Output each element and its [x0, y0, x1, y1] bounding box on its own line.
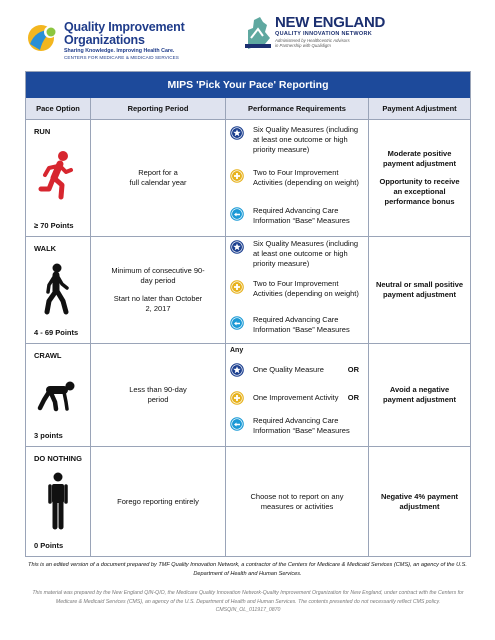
standing-person-icon [46, 472, 70, 530]
reporting-period-text: Start no later than October 2, 2017 [113, 294, 203, 313]
requirement-item: One Quality Measure [230, 362, 365, 377]
table-header-row [26, 98, 470, 120]
star-badge-icon [230, 240, 244, 254]
reporting-period-text: Minimum of consecutive 90-day period [111, 266, 205, 285]
qio-logo-icon [26, 22, 62, 54]
reporting-period-cell [91, 344, 226, 446]
ne-tagline-2: in Partnership with Qualidigm [275, 43, 331, 48]
payment-cell [369, 447, 470, 556]
requirement-item: Required Advancing Care Information “Base” Measures [230, 206, 365, 226]
requirements-cell [226, 447, 369, 556]
table-row-do-nothing [26, 447, 470, 556]
qio-title: Quality Improvement [64, 20, 185, 34]
arrow-badge-icon [230, 207, 244, 221]
requirements-cell [226, 344, 369, 446]
pace-cell [26, 120, 91, 236]
any-label: Any [230, 347, 244, 354]
star-badge-icon [230, 126, 244, 140]
pace-name: WALK [34, 244, 57, 253]
ne-title: NEW ENGLAND [275, 14, 386, 31]
star-badge-icon [230, 363, 244, 377]
new-england-map-icon [245, 16, 271, 50]
table-row-walk [26, 237, 470, 344]
table-row-crawl [26, 344, 470, 447]
requirements-cell [226, 237, 369, 343]
ne-tagline-1: Administered by Healthcentric Advisors [275, 38, 350, 43]
column-header-payment: Payment Adjustment [382, 104, 457, 113]
footnote: This is an edited version of a document prepared by TMF Quality Innovation Network, a contractor of the Centers for Medicare & Medicaid Services (CMS), an agency of the U.S. Department of Health and Human Services. [28, 562, 467, 577]
reporting-period-cell [91, 237, 226, 343]
pace-points: ≥ 70 Points [34, 221, 74, 230]
payment-text: Opportunity to receive an exceptional performance bonus [379, 177, 460, 206]
reporting-period-cell [91, 447, 226, 556]
qio-title-2: Organizations [64, 32, 145, 47]
pace-cell [26, 237, 91, 343]
pace-points: 3 points [34, 431, 63, 440]
requirement-item: One Improvement Activity [230, 390, 365, 405]
pace-name: RUN [34, 127, 51, 136]
payment-text: Negative 4% payment adjustment [380, 491, 459, 511]
column-header-period: Reporting Period [91, 98, 226, 119]
disclaimer: This material was prepared by the New England QIN-QIO, the Medicare Quality Innovation Network-Quality Improvement Organization for New England, under contract with the Centers for Medicare & Medicaid Services (CMS), an agency of the U.S. Department of Health and Human Services. The contents presented do not necessarily reflect CMS policy. CMSQIN_OL_011917_0870 [32, 590, 464, 613]
or-label: OR [347, 393, 359, 402]
header [0, 0, 495, 70]
requirement-item: Six Quality Measures (including at least one outcome or high priority measure) [230, 125, 365, 155]
requirement-item: Required Advancing Care Information “Base” Measures [230, 315, 365, 335]
reporting-period-text: full calendar year [129, 178, 187, 187]
arrow-badge-icon [230, 316, 244, 330]
requirement-item: Two to Four Improvement Activities (depending on weight) [230, 279, 365, 299]
pace-points: 0 Points [34, 541, 64, 550]
payment-cell [369, 237, 470, 343]
pace-name: DO NOTHING [34, 454, 82, 463]
ne-subtitle: QUALITY INNOVATION NETWORK [275, 31, 373, 37]
requirement-item: Required Advancing Care Information “Base” Measures [230, 416, 365, 436]
runner-icon [38, 150, 74, 200]
plus-badge-icon [230, 169, 244, 183]
table-title: MIPS 'Pick Your Pace' Reporting [26, 72, 470, 98]
table-row-run [26, 120, 470, 237]
arrow-badge-icon [230, 417, 244, 431]
reporting-period-text: Forego reporting entirely [117, 496, 199, 506]
reporting-period-cell [91, 120, 226, 236]
pace-cell [26, 344, 91, 446]
payment-text: Moderate positive payment adjustment [383, 149, 456, 168]
reporting-period-text: Less than 90-day period [129, 385, 187, 404]
column-header-pace: Pace Option [26, 98, 91, 119]
pace-cell [26, 447, 91, 556]
payment-cell [369, 120, 470, 236]
or-label: OR [347, 365, 359, 374]
column-header-requirements: Performance Requirements [226, 98, 369, 119]
qio-cms: CENTERS FOR MEDICARE & MEDICAID SERVICES [64, 55, 179, 60]
payment-cell [369, 344, 470, 446]
pace-points: 4 - 69 Points [34, 328, 79, 337]
requirement-text: Choose not to report on any measures or activities [250, 491, 344, 511]
requirement-item: Two to Four Improvement Activities (depending on weight) [230, 168, 365, 188]
requirement-item: Six Quality Measures (including at least one outcome or high priority measure) [230, 239, 365, 269]
plus-badge-icon [230, 280, 244, 294]
crawler-icon [36, 378, 78, 412]
qio-tagline: Sharing Knowledge. Improving Health Care. [64, 48, 175, 54]
payment-text: Avoid a negative payment adjustment [383, 385, 456, 404]
walker-icon [42, 263, 72, 315]
pace-name: CRAWL [34, 351, 62, 360]
plus-badge-icon [230, 391, 244, 405]
reporting-period-text: Report for a [138, 168, 178, 177]
requirements-cell [226, 120, 369, 236]
mips-pace-table [25, 71, 471, 557]
payment-text: Neutral or small positive payment adjustment [375, 280, 464, 299]
